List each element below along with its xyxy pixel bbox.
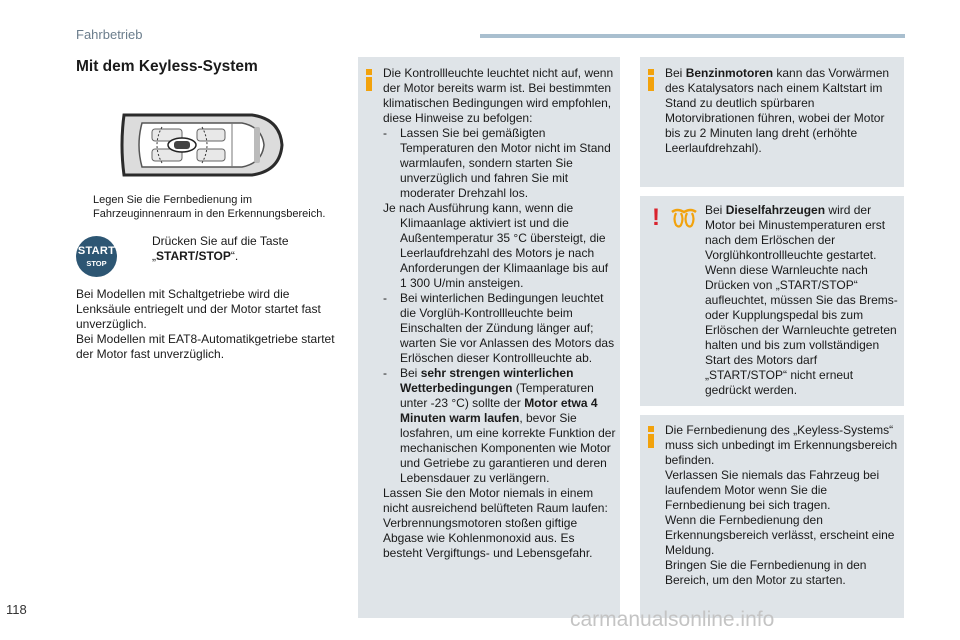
start-stop-button-icon [76,236,117,277]
page-number: 118 [6,602,27,617]
intro-text: Die Kontrollleuchte leuchtet nicht auf, wenn der Motor bereits warm ist. Bei bestimmten klimatischen Bedingungen wird empfohlen, diese Hinweise zu befolgen: [383,66,614,125]
petrol-post: kann das Vorwärmen des Katalysators nach einem Kaltstart im Stand zu deutlich spürbaren Motorvibrationen führen, wobei der Motor bis zu 2 Minuten lang dreht (erhöhte Leerlaufdrehzahl). [665,66,890,155]
remote-text: Die Fernbedienung des „Keyless-Systems“ muss sich unbedingt im Erkennungsbereich befinden. Verlassen Sie niemals das Fahrzeug bei laufendem Motor wenn Sie die Fernbedienung bei sich tragen. Wenn die Fernbedienung den Erkennungsbereich verlässt, erscheint eine Meldung. Bringen Sie die Fernbedienung in den Bereich, um den Motor zu starten. [665,423,898,587]
dash: - [383,291,387,305]
diesel-bold: Dieselfahrzeugen [725,203,826,217]
closing-warning: Lassen Sie den Motor niemals in einem nicht ausreichend belüfteten Raum laufen: Verbrennungsmotoren stoßen giftige Abgase wie Kohlenmonoxid aus. Es besteht Vergiftungs- und Lebensgefahr. [383,486,608,560]
section-label: Fahrbetrieb [76,27,143,42]
info-icon [366,69,372,91]
header-bar [480,34,905,38]
info-icon [648,69,654,91]
list-item-text: Lassen Sie bei gemäßigten Temperaturen den Motor nicht im Stand warmlaufen, sondern starten Sie unverzüglich und fahren Sie mit moderater Drehzahl los. [400,126,611,200]
car-top-view-illustration [112,105,287,185]
list-item [383,126,616,201]
step-1-text: Legen Sie die Fernbedienung im Fahrzeuginnenraum in den Erkennungsbereich. [93,194,326,220]
stop-label: STOP [86,259,107,268]
dash: - [383,126,387,140]
list-item [383,366,616,486]
list-item [383,291,616,366]
ac-note-lead: Je nach Ausführung kann, wenn die [383,201,574,215]
item3-bold1: sehr strengen winterlichen Wetterbedingungen [400,366,574,395]
diesel-post: wird der Motor bei Minustemperaturen erst nach dem Erlöschen der Vorglühkontrollleuchte gestartet. Wenn diese Warnleuchte nach Drücken von „START/STOP“ aufleuchtet, müssen Sie das Brems- oder Kupplungspedal bis zum Erlöschen der Warnleuchte getreten halten und bis zum vollständigen Start des Motors darf „START/STOP“ nicht erneut gedrückt werden. [705,203,898,397]
step-2-text [152,234,330,264]
diesel-text [705,203,900,398]
instruction-step-1 [76,193,346,221]
item3-pre: Bei [400,366,421,380]
dash: - [383,366,387,380]
ac-note [383,201,616,291]
item3-post: , bevor Sie losfahren, um eine korrekte Funktion der mechanischen Komponenten wie Motor und Getriebe zu garantieren und deren Lebensdauer zu verlängern. [400,411,616,485]
transmission-note: Bei Modellen mit Schaltgetriebe wird die Lenksäule entriegelt und der Motor startet fast unverzüglich. Bei Modellen mit EAT8-Automatikgetriebe startet der Motor fast unverzüglich. [76,287,335,361]
warm-engine-text [383,66,616,561]
diesel-pre: Bei [705,203,726,217]
step-2-bold: START/STOP [156,249,231,263]
info-icon [648,426,654,448]
watermark: carmanualsonline.info [570,608,775,631]
warning-exclamation-icon: ! [652,204,660,231]
step-2-post: “. [230,249,239,263]
page-title: Mit dem Keyless-System [76,58,258,75]
step-2-pre: Drücken Sie auf die Taste „ [152,234,289,263]
petrol-pre: Bei [665,66,686,80]
item3-bold2: Motor etwa 4 Minuten warm laufen [400,396,598,425]
petrol-text [665,66,900,156]
start-label: START [77,245,116,257]
ac-note-rest: Klimaanlage aktiviert ist und die Außentemperatur 35 °C übersteigt, die Leerlaufdrehzahl des Motors je nach Anforderungen der Klimaanlage bis auf 1 300 U/min ansteigen. [400,216,609,290]
instruction-step-2 [130,234,330,264]
item3-mid: (Temperaturen unter -23 °C) sollte der [400,381,594,410]
petrol-bold: Benzinmotoren [685,66,774,80]
list-item-text: Bei winterlichen Bedingungen leuchtet die Vorglüh-Kontrollleuchte beim Einschalten der Zündung länger auf; warten Sie vor Anlassen des Motors das Erlöschen dieser Kontrollleuchte ab. [400,291,615,365]
glow-plug-icon [670,207,698,229]
